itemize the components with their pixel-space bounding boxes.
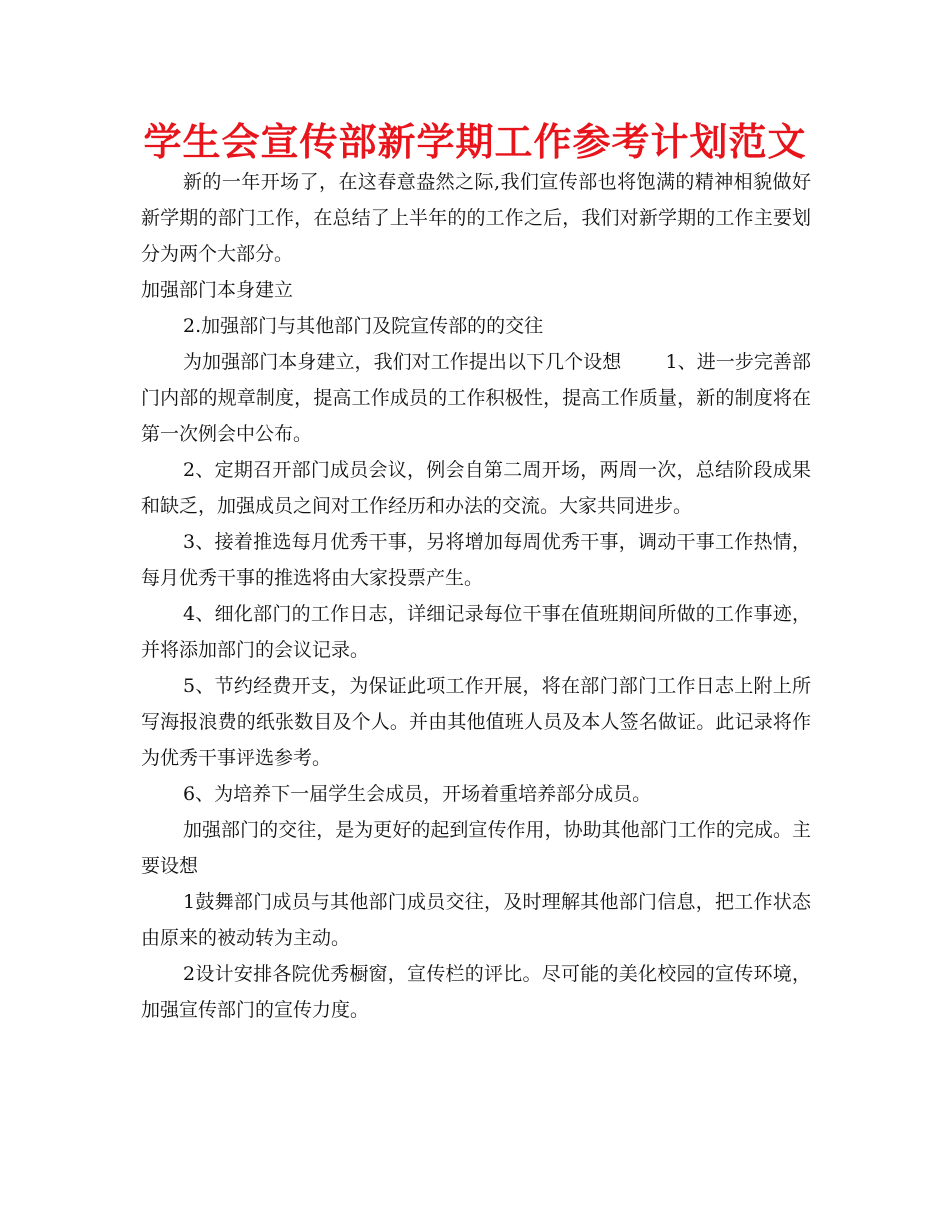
document-title: 学生会宣传部新学期工作参考计划范文 [143,120,807,164]
paragraph-item-1: 为加强部门本身建立，我们对工作提出以下几个设想 1、进一步完善部门内部的规章制度，提高工作成员的工作积极性，提高工作质量，新的制度将在第一次例会中公布。 [141,351,811,445]
paragraph-item-4: 4、细化部门的工作日志，详细记录每位干事在值班期间所做的工作事迹，并将添加部门的会议记录。 [141,603,811,661]
paragraph-exchange-2: 2设计安排各院优秀橱窗，宣传栏的评比。尽可能的美化校园的宣传环境，加强宣传部门的宣传力度。 [141,963,811,1021]
paragraph-exchange-intro: 加强部门的交往，是为更好的起到宣传作用，协助其他部门工作的完成。主要设想 [141,819,811,877]
heading-section-2: 2.加强部门与其他部门及院宣传部的的交往 [183,315,544,337]
paragraph-item-5: 5、节约经费开支，为保证此项工作开展，将在部门部门工作日志上附上所写海报浪费的纸张数目及个人。并由其他值班人员及本人签名做证。此记录将作为优秀干事评选参考。 [141,675,811,769]
paragraph-intro: 新的一年开场了，在这春意盎然之际,我们宣传部也将饱满的精神相貌做好新学期的部门工作，在总结了上半年的的工作之后，我们对新学期的工作主要划分为两个大部分。 [141,171,811,265]
document-body [141,164,811,1028]
paragraph-item-2: 2、定期召开部门成员会议，例会自第二周开场，两周一次，总结阶段成果和缺乏，加强成员之间对工作经历和办法的交流。大家共同进步。 [141,459,811,517]
paragraph-item-3: 3、接着推选每月优秀干事，另将增加每周优秀干事，调动干事工作热情，每月优秀干事的推选将由大家投票产生。 [141,531,811,589]
heading-section-1: 加强部门本身建立 [141,279,294,301]
paragraph-exchange-1: 1鼓舞部门成员与其他部门成员交往，及时理解其他部门信息，把工作状态由原来的被动转为主动。 [141,891,811,949]
paragraph-item-6: 6、为培养下一届学生会成员，开场着重培养部分成员。 [183,783,652,805]
